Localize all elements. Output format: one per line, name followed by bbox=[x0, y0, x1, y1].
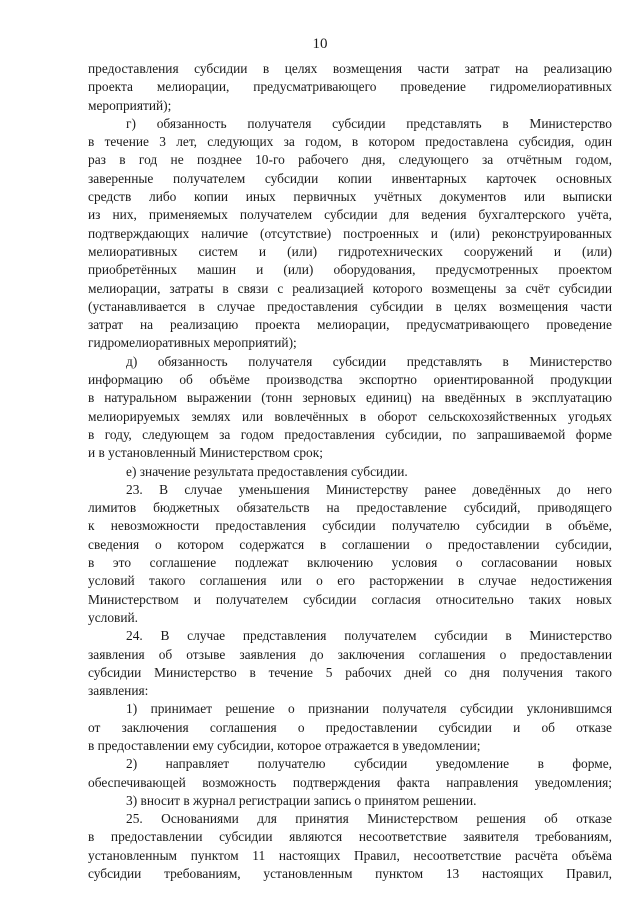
text-line: обеспечивающей возможность подтверждения факта направления уведомления; bbox=[88, 774, 612, 790]
text-line: в это соглашение подлежат включению условия о согласовании новых bbox=[88, 555, 612, 571]
text-line: в предоставлении субсидии являются несоответствие заявителя требованиям, bbox=[88, 829, 612, 845]
text-line: 1) принимает решение о признании получателя субсидии уклонившимся bbox=[126, 701, 612, 717]
text-line: в году, следующем за годом предоставления субсидии, по запрашиваемой форме bbox=[88, 426, 612, 442]
text-line: субсидии требованиям, установленным пунктом 13 настоящих Правил, bbox=[88, 866, 612, 882]
text-line: е) значение результата предоставления субсидии. bbox=[126, 463, 408, 479]
text-line: субсидии Министерство в течение 5 рабочих дней со дня получения такого bbox=[88, 664, 612, 680]
text-line: заявления об отзыве заявления до заключения соглашения о предоставлении bbox=[88, 646, 612, 662]
text-line: условий. bbox=[88, 609, 139, 625]
text-line: приобретённых машин и (или) оборудования, предусмотренных проектом bbox=[88, 262, 612, 278]
text-line: г) обязанность получателя субсидии представлять в Министерство bbox=[126, 115, 612, 131]
text-line: заявления: bbox=[88, 683, 149, 699]
text-line: 3) вносит в журнал регистрации запись о принятом решении. bbox=[126, 792, 477, 808]
text-line: проекта мелиорации, предусматривающего проведение гидромелиоративных bbox=[88, 79, 612, 95]
text-line: и в установленный Министерством срок; bbox=[88, 445, 323, 461]
text-line: в натуральном выражении (тонн зерновых единиц) на введённых в эксплуатацию bbox=[88, 390, 612, 406]
text-line: мелиорации, затраты в связи с реализацией которого возмещены за счёт субсидии bbox=[88, 280, 612, 296]
page-number: 10 bbox=[312, 36, 328, 52]
text-line: установленным пунктом 11 настоящих Правил, несоответствие расчёта объёма bbox=[88, 847, 612, 863]
document-body bbox=[88, 60, 612, 883]
text-line: (устанавливается в случае предоставления субсидии в целях возмещения части bbox=[88, 298, 612, 314]
text-line: условий такого соглашения или о его расторжении в случае недостижения bbox=[88, 573, 612, 589]
text-line: 23. В случае уменьшения Министерству ранее доведённых до него bbox=[126, 481, 612, 497]
text-line: 2) направляет получателю субсидии уведомление в форме, bbox=[126, 756, 612, 772]
text-line: мелиорируемых землях или вовлечённых в оборот сельскохозяйственных угодьях bbox=[88, 408, 612, 424]
text-line: к невозможности предоставления субсидии получателю субсидии в объёме, bbox=[88, 518, 612, 534]
text-line: средств либо копии иных первичных учётных документов или выписки bbox=[88, 189, 612, 205]
text-line: д) обязанность получателя субсидии представлять в Министерство bbox=[126, 353, 612, 369]
text-line: затрат на реализацию проекта мелиорации, предусматривающего проведение bbox=[88, 317, 612, 333]
text-line: заверенные получателем субсидии копии инвентарных карточек основных bbox=[88, 170, 612, 186]
text-line: информацию об объёме производства экспортно ориентированной продукции bbox=[88, 372, 612, 388]
text-line: раз в год не позднее 10-го рабочего дня, следующего за отчётным годом, bbox=[88, 152, 612, 168]
text-line: предоставления субсидии в целях возмещения части затрат на реализацию bbox=[88, 61, 612, 76]
text-line: 25. Основаниями для принятия Министерством решения об отказе bbox=[126, 811, 612, 827]
text-line: в течение 3 лет, следующих за годом, в котором предоставлена субсидия, один bbox=[88, 134, 612, 150]
text-line: сведения о котором содержатся в соглашении о предоставлении субсидии, bbox=[88, 536, 612, 552]
text-line: Министерством и получателем субсидии согласия относительно таких новых bbox=[88, 591, 612, 607]
text-line: 24. В случае представления получателем субсидии в Министерство bbox=[126, 628, 612, 644]
text-line: гидромелиоративных мероприятий); bbox=[88, 335, 297, 351]
text-line: лимитов бюджетных обязательств на предоставление субсидий, приводящего bbox=[88, 500, 612, 516]
text-line: мероприятий); bbox=[88, 97, 172, 113]
text-line: из них, применяемых получателем субсидии для ведения бухгалтерского учёта, bbox=[88, 207, 612, 223]
text-line: от заключения соглашения о предоставлении субсидии и об отказе bbox=[88, 719, 612, 735]
text-line: подтверждающих наличие (отсутствие) построенных и (или) реконструированных bbox=[88, 225, 612, 241]
text-line: мелиоративных систем и (или) гидротехнических сооружений и (или) bbox=[88, 243, 612, 259]
text-line: в предоставлении ему субсидии, которое отражается в уведомлении; bbox=[88, 737, 481, 753]
